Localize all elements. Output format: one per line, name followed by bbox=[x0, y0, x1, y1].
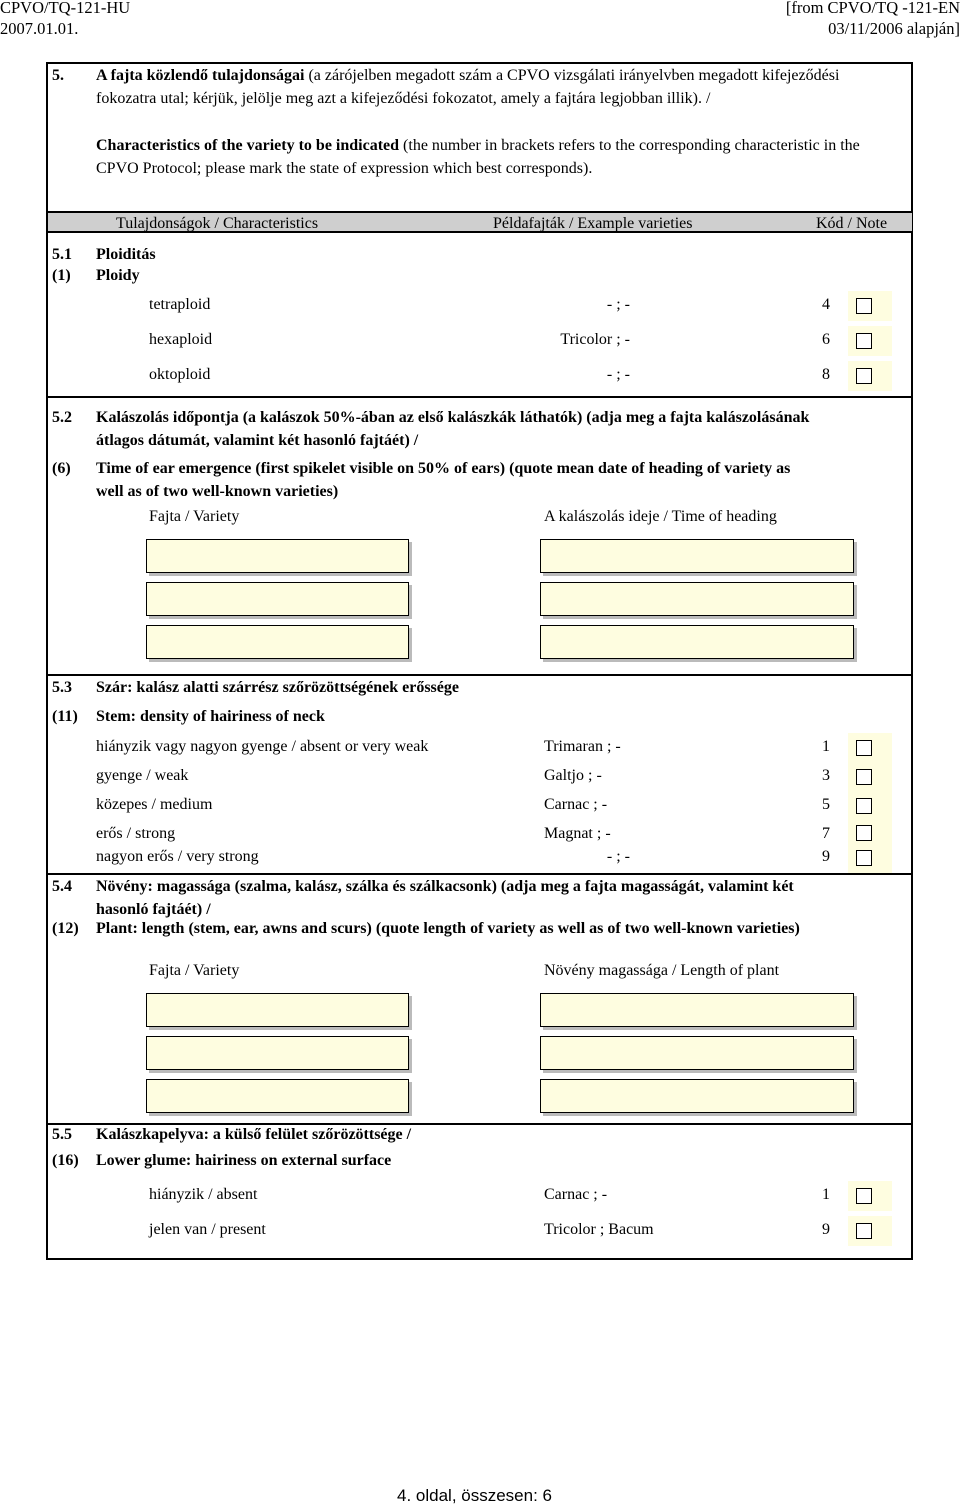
s53-checkbox-weak[interactable] bbox=[848, 762, 892, 792]
s54-protocol: (12) bbox=[52, 920, 79, 937]
s51-num: 5.1 bbox=[52, 246, 72, 263]
s54-title-hu-1: Növény: magassága (szalma, kalász, szálka és szálkacsonk) (adja meg a fajta magasságát, valamint két bbox=[96, 878, 794, 895]
s52-heading-input-3[interactable] bbox=[540, 625, 854, 659]
s54-num: 5.4 bbox=[52, 878, 72, 895]
s54-length-input-2[interactable] bbox=[540, 1036, 854, 1070]
s53-row-example: Carnac ; - bbox=[544, 796, 608, 813]
s53-row-note: 3 bbox=[822, 767, 830, 784]
divider bbox=[48, 674, 912, 676]
s53-row-example: - ; - bbox=[606, 848, 630, 865]
s51-row-label: tetraploid bbox=[149, 296, 211, 313]
s54-col-variety: Fajta / Variety bbox=[149, 962, 240, 979]
s53-row-example: Magnat ; - bbox=[544, 825, 611, 842]
s51-row-note: 4 bbox=[822, 296, 830, 313]
s53-row-note: 7 bbox=[822, 825, 830, 842]
s55-row-example: Tricolor ; Bacum bbox=[544, 1221, 654, 1238]
s52-protocol: (6) bbox=[52, 460, 71, 477]
s53-checkbox-very-strong[interactable] bbox=[848, 843, 892, 873]
s52-variety-input-2[interactable] bbox=[146, 582, 409, 616]
s51-title-en: Ploidy bbox=[96, 267, 140, 284]
s54-variety-input-1[interactable] bbox=[146, 993, 409, 1027]
divider bbox=[48, 396, 912, 398]
s53-title-en: Stem: density of hairiness of neck bbox=[96, 708, 325, 725]
source-date: 03/11/2006 alapján] bbox=[828, 19, 960, 38]
s51-row-label: oktoploid bbox=[149, 366, 211, 383]
s53-row-label: hiányzik vagy nagyon gyenge / absent or very weak bbox=[96, 738, 429, 755]
col-examples: Példafajták / Example varieties bbox=[493, 215, 693, 232]
s51-row-note: 8 bbox=[822, 366, 830, 383]
s53-row-example: Galtjo ; - bbox=[544, 767, 602, 784]
divider bbox=[48, 873, 912, 875]
column-header bbox=[48, 211, 912, 233]
source-ref: [from CPVO/TQ -121-EN bbox=[785, 0, 960, 17]
s55-checkbox-present[interactable] bbox=[848, 1216, 892, 1246]
s53-row-note: 1 bbox=[822, 738, 830, 755]
s54-length-input-1[interactable] bbox=[540, 993, 854, 1027]
s53-row-label: gyenge / weak bbox=[96, 767, 189, 784]
s52-num: 5.2 bbox=[52, 409, 72, 426]
s51-row-example: - ; - bbox=[606, 296, 630, 313]
s53-row-label: közepes / medium bbox=[96, 796, 213, 813]
s53-protocol: (11) bbox=[52, 708, 78, 725]
s53-row-note: 5 bbox=[822, 796, 830, 813]
s55-title-hu: Kalászkapelyva: a külső felület szőrözöttsége / bbox=[96, 1126, 412, 1143]
s55-protocol: (16) bbox=[52, 1152, 79, 1169]
doc-date: 2007.01.01. bbox=[0, 19, 79, 38]
s55-row-note: 9 bbox=[822, 1221, 830, 1238]
s54-variety-input-3[interactable] bbox=[146, 1079, 409, 1113]
s52-variety-input-1[interactable] bbox=[146, 539, 409, 573]
s52-title-en-1: Time of ear emergence (first spikelet visible on 50% of ears) (quote mean date of heading of variety as bbox=[96, 460, 791, 477]
s51-checkbox-oktoploid[interactable] bbox=[848, 361, 892, 391]
s55-row-example: Carnac ; - bbox=[544, 1186, 608, 1203]
s52-variety-input-3[interactable] bbox=[146, 625, 409, 659]
s54-title-en: Plant: length (stem, ear, awns and scurs) (quote length of variety as well as of two well-known varieties) bbox=[96, 920, 800, 937]
s54-variety-input-2[interactable] bbox=[146, 1036, 409, 1070]
col-characteristics: Tulajdonságok / Characteristics bbox=[116, 215, 319, 232]
doc-id: CPVO/TQ-121-HU bbox=[0, 0, 131, 17]
s55-row-note: 1 bbox=[822, 1186, 830, 1203]
section-intro-en: Characteristics of the variety to be indicated (the number in brackets refers to the corresponding characteristic in the CPVO Protocol; please mark the state of expression which best corresponds). bbox=[96, 137, 860, 177]
s51-checkbox-hexaploid[interactable] bbox=[848, 326, 892, 356]
s54-title-hu-2: hasonló fajtáét) / bbox=[96, 901, 211, 918]
s51-row-note: 6 bbox=[822, 331, 830, 348]
s54-col-value: Növény magassága / Length of plant bbox=[544, 962, 780, 979]
s52-col-variety: Fajta / Variety bbox=[149, 508, 240, 525]
section-number: 5. bbox=[52, 67, 64, 84]
s55-num: 5.5 bbox=[52, 1126, 72, 1143]
s53-row-label: nagyon erős / very strong bbox=[96, 848, 259, 865]
s51-row-example: Tricolor ; - bbox=[560, 331, 630, 348]
s55-title-en: Lower glume: hairiness on external surface bbox=[96, 1152, 392, 1169]
s53-checkbox-medium[interactable] bbox=[848, 791, 892, 821]
s54-length-input-3[interactable] bbox=[540, 1079, 854, 1113]
s51-title-hu: Ploiditás bbox=[96, 246, 156, 263]
s53-row-label: erős / strong bbox=[96, 825, 176, 842]
s51-row-example: - ; - bbox=[606, 366, 630, 383]
page-number: 4. oldal, összesen: 6 bbox=[397, 1486, 552, 1505]
s55-row-label: hiányzik / absent bbox=[149, 1186, 258, 1203]
s52-title-hu-2: átlagos dátumát, valamint két hasonló fajtáét) / bbox=[96, 432, 419, 449]
s52-title-hu-1: Kalászolás időpontja (a kalászok 50%-ában az első kalászkák láthatók) (adja meg a fajta kalászolásának bbox=[96, 409, 810, 426]
section-intro-hu: A fajta közlendő tulajdonságai (a zárójelben megadott szám a CPVO vizsgálati irányelvben megadott kifejeződési fokozatra utal; kérjük, jelölje meg azt a kifejeződési fokozatot, amely a fajtára legjobban illik). / bbox=[96, 67, 840, 107]
col-note: Kód / Note bbox=[816, 215, 888, 232]
s53-row-example: Trimaran ; - bbox=[544, 738, 621, 755]
s55-checkbox-absent[interactable] bbox=[848, 1181, 892, 1211]
divider bbox=[48, 1123, 912, 1125]
s51-row-label: hexaploid bbox=[149, 331, 213, 348]
s52-heading-input-1[interactable] bbox=[540, 539, 854, 573]
s55-row-label: jelen van / present bbox=[149, 1221, 266, 1238]
s51-checkbox-tetraploid[interactable] bbox=[848, 291, 892, 321]
s53-title-hu: Szár: kalász alatti szárrész szőrözöttségének erőssége bbox=[96, 679, 459, 696]
s52-col-value: A kalászolás ideje / Time of heading bbox=[544, 508, 777, 525]
s52-title-en-2: well as of two well-known varieties) bbox=[96, 483, 339, 500]
s53-checkbox-absent[interactable] bbox=[848, 733, 892, 763]
s53-num: 5.3 bbox=[52, 679, 72, 696]
s52-heading-input-2[interactable] bbox=[540, 582, 854, 616]
s51-protocol: (1) bbox=[52, 267, 71, 284]
s53-row-note: 9 bbox=[822, 848, 830, 865]
